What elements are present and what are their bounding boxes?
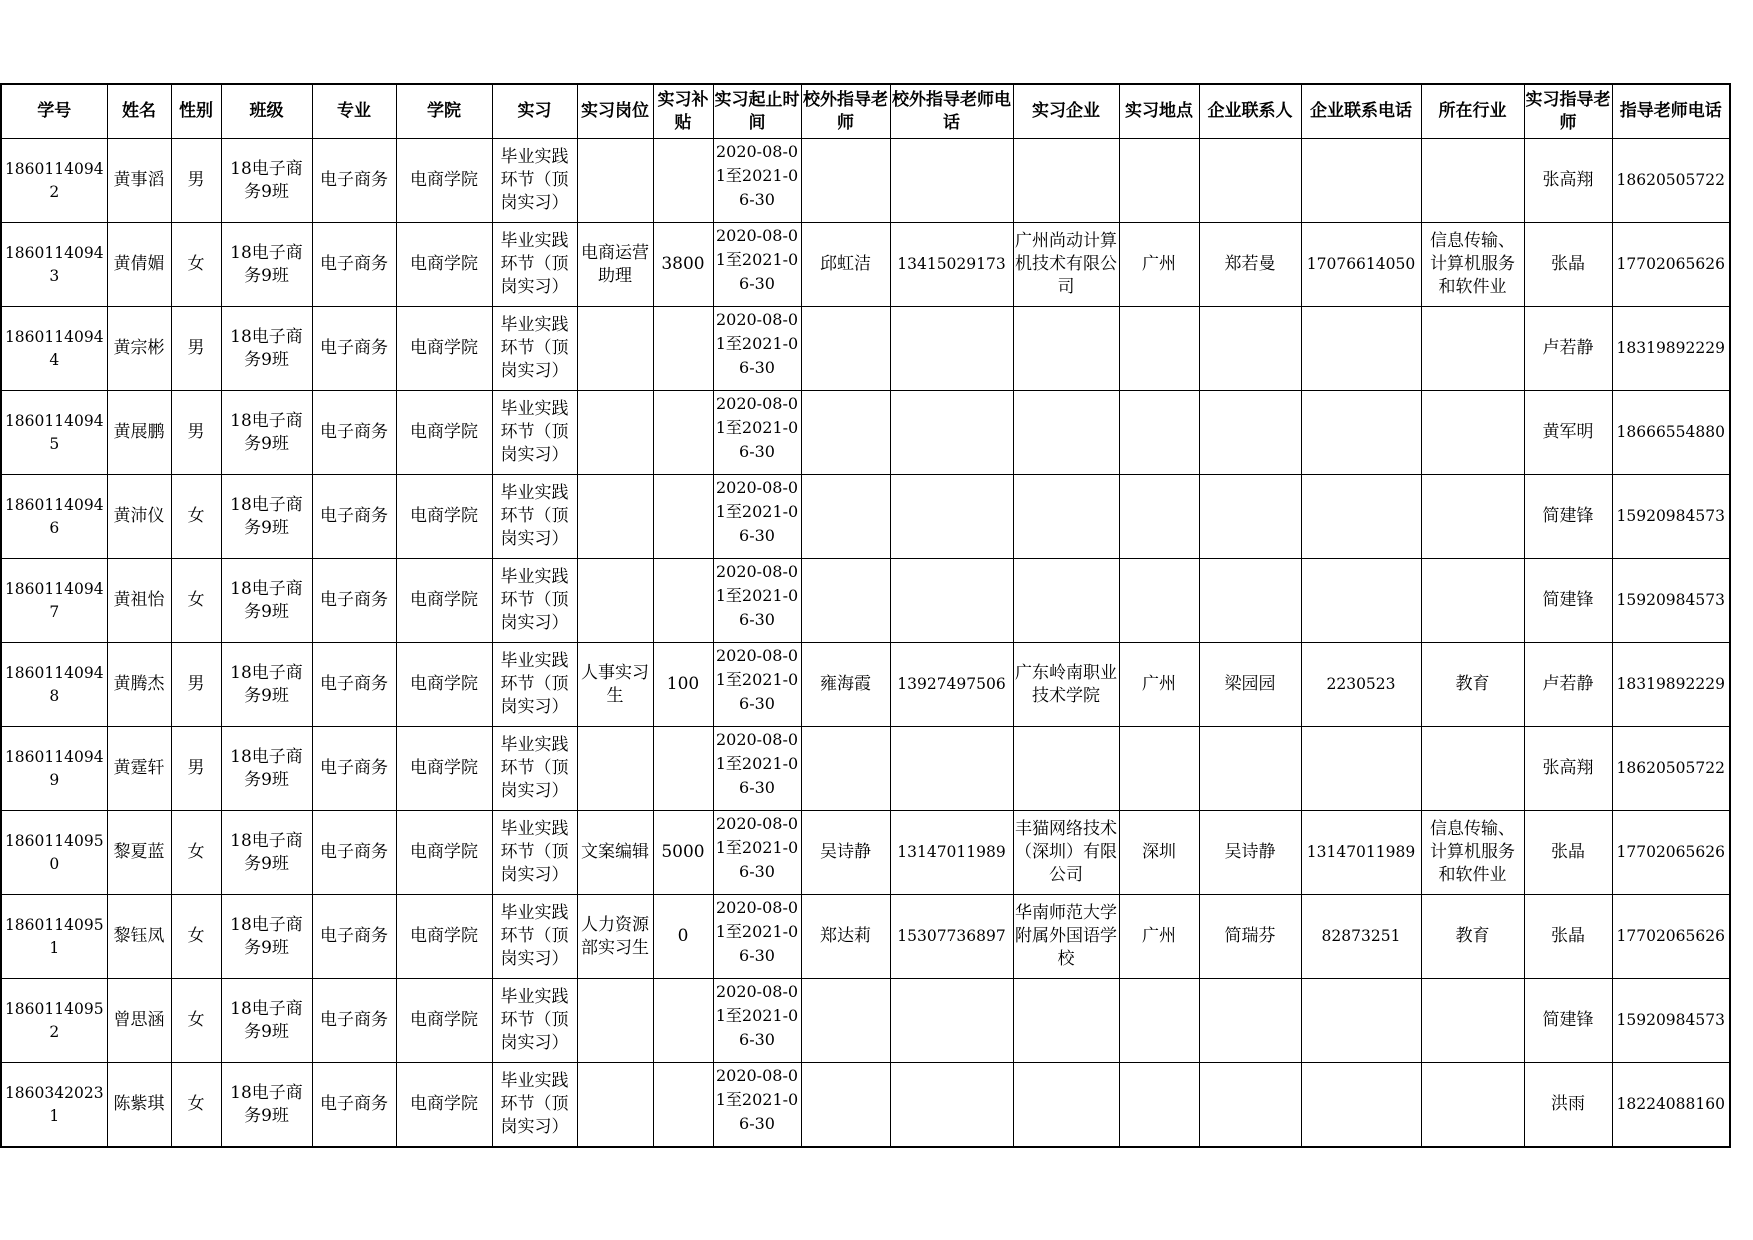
period-clip [715,308,800,390]
cell-class: 18电子商务9班 [221,895,312,979]
cell-industry: 信息传输、计算机服务和软件业 [1421,223,1524,307]
cell-name: 曾思涵 [107,979,171,1063]
cell-major: 电子商务 [312,559,396,643]
column-header: 指导老师电话 [1612,84,1730,139]
column-header: 班级 [221,84,312,139]
cell-company-phone: 82873251 [1301,895,1421,979]
cell-subsidy: 100 [653,643,713,727]
cell-internship-type: 毕业实践环节（顶岗实习） [492,727,577,811]
cell-student-id: 18601140949 [1,727,107,811]
cell-mentor: 黄军明 [1524,391,1612,475]
cell-class: 18电子商务9班 [221,139,312,223]
cell-company [1013,391,1119,475]
cell-period [713,559,801,643]
cell-internship-type: 毕业实践环节（顶岗实习） [492,895,577,979]
cell-student-id: 18601140950 [1,811,107,895]
cell-class: 18电子商务9班 [221,223,312,307]
cell-company-phone [1301,559,1421,643]
cell-external-mentor-phone [890,139,1013,223]
cell-college: 电商学院 [396,643,492,727]
cell-student-id: 18601140944 [1,307,107,391]
cell-period [713,139,801,223]
period-clip [715,1064,800,1146]
cell-external-mentor [801,559,890,643]
table-row [1,139,1730,223]
cell-period [713,307,801,391]
cell-external-mentor-phone [890,559,1013,643]
cell-period [713,643,801,727]
cell-external-mentor [801,979,890,1063]
cell-internship-type: 毕业实践环节（顶岗实习） [492,475,577,559]
table-row [1,223,1730,307]
cell-mentor: 简建锋 [1524,559,1612,643]
cell-location [1119,979,1199,1063]
column-header: 实习地点 [1119,84,1199,139]
cell-position [577,559,653,643]
cell-student-id: 18601140942 [1,139,107,223]
table-row [1,391,1730,475]
cell-location: 深圳 [1119,811,1199,895]
cell-external-mentor-phone [890,391,1013,475]
cell-location [1119,307,1199,391]
cell-gender: 男 [171,139,221,223]
cell-name: 黄沛仪 [107,475,171,559]
cell-position: 文案编辑 [577,811,653,895]
column-header: 姓名 [107,84,171,139]
cell-location: 广州 [1119,643,1199,727]
cell-internship-type: 毕业实践环节（顶岗实习） [492,391,577,475]
cell-period [713,895,801,979]
cell-position: 人力资源部实习生 [577,895,653,979]
cell-mentor-phone: 15920984573 [1612,559,1730,643]
table-row [1,895,1730,979]
cell-college: 电商学院 [396,307,492,391]
cell-name: 黄祖怡 [107,559,171,643]
cell-external-mentor-phone: 13147011989 [890,811,1013,895]
table-header-row [1,84,1730,139]
cell-class: 18电子商务9班 [221,979,312,1063]
table-row [1,559,1730,643]
cell-industry [1421,139,1524,223]
cell-major: 电子商务 [312,1063,396,1148]
cell-external-mentor [801,1063,890,1148]
cell-company-phone: 2230523 [1301,643,1421,727]
cell-company-contact: 梁园园 [1199,643,1301,727]
cell-company: 广东岭南职业技术学院 [1013,643,1119,727]
cell-period [713,979,801,1063]
cell-mentor: 张晶 [1524,895,1612,979]
column-header: 性别 [171,84,221,139]
cell-company [1013,475,1119,559]
cell-company-contact [1199,1063,1301,1148]
cell-internship-type: 毕业实践环节（顶岗实习） [492,979,577,1063]
cell-company-contact [1199,139,1301,223]
cell-class: 18电子商务9班 [221,811,312,895]
period-text: 2020-08-01至2021-06-30 [715,729,799,797]
cell-company-contact [1199,559,1301,643]
cell-company-contact [1199,979,1301,1063]
cell-college: 电商学院 [396,475,492,559]
cell-internship-type: 毕业实践环节（顶岗实习） [492,643,577,727]
cell-subsidy: 5000 [653,811,713,895]
cell-external-mentor-phone [890,727,1013,811]
cell-subsidy [653,475,713,559]
cell-period [713,1063,801,1148]
cell-gender: 男 [171,643,221,727]
period-text: 2020-08-01至2021-06-30 [715,393,799,461]
period-clip [715,392,800,474]
cell-position: 人事实习生 [577,643,653,727]
cell-location: 广州 [1119,223,1199,307]
column-header: 实习起止时间 [713,84,801,139]
cell-name: 黄宗彬 [107,307,171,391]
cell-external-mentor: 雍海霞 [801,643,890,727]
cell-subsidy [653,727,713,811]
period-clip [715,476,800,558]
table-row [1,811,1730,895]
cell-industry [1421,1063,1524,1148]
cell-college: 电商学院 [396,1063,492,1148]
cell-internship-type: 毕业实践环节（顶岗实习） [492,811,577,895]
cell-class: 18电子商务9班 [221,391,312,475]
cell-college: 电商学院 [396,391,492,475]
cell-mentor-phone: 18224088160 [1612,1063,1730,1148]
table-body [1,139,1730,1148]
cell-name: 黎夏蓝 [107,811,171,895]
cell-subsidy [653,139,713,223]
cell-company-contact [1199,727,1301,811]
cell-name: 黎钰凤 [107,895,171,979]
table-row [1,475,1730,559]
cell-company-phone: 13147011989 [1301,811,1421,895]
period-text: 2020-08-01至2021-06-30 [715,981,799,1049]
cell-student-id: 18601140948 [1,643,107,727]
cell-mentor-phone: 17702065626 [1612,811,1730,895]
period-clip [715,560,800,642]
cell-mentor: 简建锋 [1524,979,1612,1063]
cell-major: 电子商务 [312,307,396,391]
period-text: 2020-08-01至2021-06-30 [715,897,799,965]
period-clip [715,644,800,726]
column-header: 企业联系电话 [1301,84,1421,139]
cell-mentor-phone: 18620505722 [1612,139,1730,223]
cell-position: 电商运营助理 [577,223,653,307]
cell-mentor: 洪雨 [1524,1063,1612,1148]
cell-mentor: 卢若静 [1524,643,1612,727]
cell-college: 电商学院 [396,559,492,643]
table-row [1,307,1730,391]
period-text: 2020-08-01至2021-06-30 [715,309,799,377]
cell-internship-type: 毕业实践环节（顶岗实习） [492,1063,577,1148]
cell-company: 华南师范大学附属外国语学校 [1013,895,1119,979]
cell-internship-type: 毕业实践环节（顶岗实习） [492,223,577,307]
cell-subsidy [653,559,713,643]
cell-mentor: 简建锋 [1524,475,1612,559]
period-clip [715,980,800,1062]
cell-gender: 女 [171,1063,221,1148]
cell-student-id: 18601140943 [1,223,107,307]
cell-company-contact: 简瑞芬 [1199,895,1301,979]
cell-industry: 信息传输、计算机服务和软件业 [1421,811,1524,895]
cell-major: 电子商务 [312,391,396,475]
cell-major: 电子商务 [312,223,396,307]
cell-company [1013,139,1119,223]
cell-industry: 教育 [1421,895,1524,979]
period-text: 2020-08-01至2021-06-30 [715,645,799,713]
period-clip [715,896,800,978]
cell-period [713,391,801,475]
cell-location [1119,1063,1199,1148]
cell-college: 电商学院 [396,727,492,811]
cell-mentor-phone: 18620505722 [1612,727,1730,811]
cell-period [713,223,801,307]
cell-major: 电子商务 [312,895,396,979]
cell-company-phone [1301,979,1421,1063]
cell-college: 电商学院 [396,811,492,895]
period-text: 2020-08-01至2021-06-30 [715,1065,799,1133]
cell-name: 黄霆轩 [107,727,171,811]
cell-location [1119,727,1199,811]
cell-class: 18电子商务9班 [221,559,312,643]
cell-mentor-phone: 18319892229 [1612,307,1730,391]
cell-student-id: 18603420231 [1,1063,107,1148]
cell-mentor-phone: 15920984573 [1612,475,1730,559]
cell-college: 电商学院 [396,979,492,1063]
cell-external-mentor-phone: 13415029173 [890,223,1013,307]
cell-company [1013,979,1119,1063]
cell-class: 18电子商务9班 [221,727,312,811]
cell-subsidy: 0 [653,895,713,979]
column-header: 实习指导老师 [1524,84,1612,139]
cell-external-mentor [801,475,890,559]
cell-company-contact: 吴诗静 [1199,811,1301,895]
cell-gender: 女 [171,811,221,895]
cell-external-mentor [801,307,890,391]
cell-external-mentor [801,139,890,223]
column-header: 实习岗位 [577,84,653,139]
cell-gender: 女 [171,559,221,643]
cell-location: 广州 [1119,895,1199,979]
column-header: 学号 [1,84,107,139]
cell-period [713,811,801,895]
cell-external-mentor-phone [890,979,1013,1063]
cell-mentor-phone: 18319892229 [1612,643,1730,727]
cell-company [1013,727,1119,811]
column-header: 实习企业 [1013,84,1119,139]
cell-company-contact [1199,475,1301,559]
cell-student-id: 18601140951 [1,895,107,979]
cell-college: 电商学院 [396,223,492,307]
cell-major: 电子商务 [312,727,396,811]
cell-mentor-phone: 17702065626 [1612,895,1730,979]
cell-college: 电商学院 [396,139,492,223]
period-text: 2020-08-01至2021-06-30 [715,813,799,881]
cell-gender: 女 [171,475,221,559]
cell-external-mentor-phone: 15307736897 [890,895,1013,979]
cell-company-contact [1199,307,1301,391]
cell-company-phone: 17076614050 [1301,223,1421,307]
cell-major: 电子商务 [312,475,396,559]
cell-gender: 女 [171,979,221,1063]
cell-location [1119,139,1199,223]
cell-industry [1421,475,1524,559]
period-text: 2020-08-01至2021-06-30 [715,225,799,293]
column-header: 所在行业 [1421,84,1524,139]
cell-gender: 女 [171,895,221,979]
cell-company [1013,1063,1119,1148]
table-row [1,979,1730,1063]
table-row [1,1063,1730,1148]
cell-industry [1421,727,1524,811]
cell-external-mentor-phone [890,475,1013,559]
cell-class: 18电子商务9班 [221,643,312,727]
column-header: 学院 [396,84,492,139]
cell-location [1119,475,1199,559]
cell-external-mentor [801,391,890,475]
cell-company-phone [1301,139,1421,223]
period-clip [715,224,800,306]
cell-mentor-phone: 15920984573 [1612,979,1730,1063]
cell-period [713,727,801,811]
cell-mentor: 卢若静 [1524,307,1612,391]
cell-company: 丰猫网络技术（深圳）有限公司 [1013,811,1119,895]
cell-position [577,979,653,1063]
cell-mentor: 张高翔 [1524,139,1612,223]
cell-company-phone [1301,307,1421,391]
cell-external-mentor [801,727,890,811]
cell-company-contact [1199,391,1301,475]
cell-company: 广州尚动计算机技术有限公司 [1013,223,1119,307]
cell-location [1119,559,1199,643]
column-header: 专业 [312,84,396,139]
cell-company-phone [1301,727,1421,811]
cell-gender: 女 [171,223,221,307]
cell-industry [1421,307,1524,391]
cell-company [1013,559,1119,643]
table-row [1,727,1730,811]
cell-mentor: 张高翔 [1524,727,1612,811]
cell-position [577,1063,653,1148]
column-header: 校外指导老师电话 [890,84,1013,139]
cell-name: 黄腾杰 [107,643,171,727]
cell-class: 18电子商务9班 [221,475,312,559]
cell-external-mentor: 邱虹洁 [801,223,890,307]
cell-subsidy [653,307,713,391]
cell-industry [1421,559,1524,643]
cell-subsidy [653,391,713,475]
cell-class: 18电子商务9班 [221,1063,312,1148]
cell-position [577,139,653,223]
period-text: 2020-08-01至2021-06-30 [715,477,799,545]
cell-company-contact: 郑若曼 [1199,223,1301,307]
table-row [1,643,1730,727]
cell-mentor: 张晶 [1524,811,1612,895]
cell-subsidy [653,1063,713,1148]
cell-position [577,475,653,559]
cell-student-id: 18601140947 [1,559,107,643]
cell-internship-type: 毕业实践环节（顶岗实习） [492,139,577,223]
cell-name: 陈紫琪 [107,1063,171,1148]
cell-student-id: 18601140945 [1,391,107,475]
period-clip [715,728,800,810]
cell-mentor-phone: 17702065626 [1612,223,1730,307]
cell-industry: 教育 [1421,643,1524,727]
cell-company-phone [1301,475,1421,559]
period-clip [715,812,800,894]
cell-external-mentor-phone [890,1063,1013,1148]
cell-class: 18电子商务9班 [221,307,312,391]
cell-internship-type: 毕业实践环节（顶岗实习） [492,307,577,391]
cell-gender: 男 [171,307,221,391]
cell-period [713,475,801,559]
cell-student-id: 18601140946 [1,475,107,559]
cell-major: 电子商务 [312,643,396,727]
period-text: 2020-08-01至2021-06-30 [715,141,799,209]
cell-subsidy [653,979,713,1063]
cell-internship-type: 毕业实践环节（顶岗实习） [492,559,577,643]
column-header: 实习 [492,84,577,139]
cell-major: 电子商务 [312,811,396,895]
internship-table [0,83,1731,1148]
cell-position [577,391,653,475]
cell-location [1119,391,1199,475]
cell-subsidy: 3800 [653,223,713,307]
cell-external-mentor-phone: 13927497506 [890,643,1013,727]
cell-company [1013,307,1119,391]
column-header: 校外指导老师 [801,84,890,139]
cell-position [577,727,653,811]
cell-external-mentor-phone [890,307,1013,391]
cell-industry [1421,391,1524,475]
cell-name: 黄倩媚 [107,223,171,307]
period-clip [715,140,800,222]
cell-gender: 男 [171,391,221,475]
period-text: 2020-08-01至2021-06-30 [715,561,799,629]
cell-external-mentor: 郑达莉 [801,895,890,979]
cell-gender: 男 [171,727,221,811]
cell-company-phone [1301,1063,1421,1148]
cell-name: 黄事滔 [107,139,171,223]
cell-name: 黄展鹏 [107,391,171,475]
cell-major: 电子商务 [312,979,396,1063]
cell-position [577,307,653,391]
cell-company-phone [1301,391,1421,475]
cell-college: 电商学院 [396,895,492,979]
cell-mentor-phone: 18666554880 [1612,391,1730,475]
column-header: 企业联系人 [1199,84,1301,139]
cell-industry [1421,979,1524,1063]
cell-major: 电子商务 [312,139,396,223]
cell-student-id: 18601140952 [1,979,107,1063]
cell-mentor: 张晶 [1524,223,1612,307]
column-header: 实习补贴 [653,84,713,139]
cell-external-mentor: 吴诗静 [801,811,890,895]
